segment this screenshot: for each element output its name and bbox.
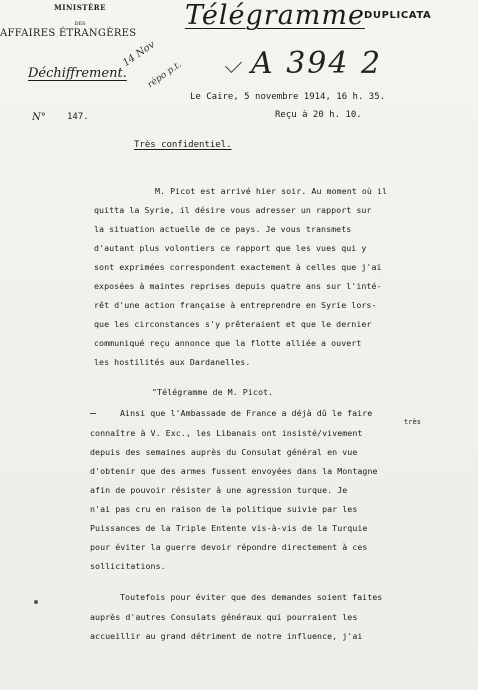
document-title: Télégramme [185, 0, 365, 31]
body-line: sont exprimées correspondent exactement à celles que j'ai [94, 262, 382, 272]
handwritten-check-icon [225, 56, 242, 73]
telegram-number: 147. [67, 112, 89, 122]
body-line: que les circonstances s'y prêteraient et que le dernier [94, 319, 372, 329]
ink-spot [34, 600, 38, 604]
body-line: d'autant plus volontiers ce rapport que les vues qui y [94, 243, 367, 253]
body-line: depuis des semaines auprès du Consulat général en vue [90, 447, 358, 457]
reference-number: A 394 2 [251, 46, 383, 81]
body-line: afin de pouvoir résister à une agression turque. Je [90, 485, 348, 495]
body-line: quitta la Syrie, il désire vous adresser un rapport sur [94, 205, 372, 215]
handwritten-date-note: 14 Nov [121, 39, 158, 70]
body-line: exposées à maintes reprises depuis quatre ans sur l'inté- [94, 281, 382, 291]
ministry-des: DES [74, 21, 86, 27]
body-line: Toutefois pour éviter que des demandes soient faites [120, 592, 383, 602]
quoted-telegram-heading: "Télégramme de M. Picot. [152, 387, 274, 397]
body-line: la situation actuelle de ce pays. Je vous transmets [94, 224, 352, 234]
body-line: rêt d'une action française à entreprendre en Syrie lors- [94, 300, 377, 310]
body-line: n'ai pas cru en raison de la politique suivie par les [90, 504, 358, 514]
classification-label: Très confidentiel. [134, 140, 232, 150]
telegram-number-label: N° [32, 112, 46, 123]
received-time: Reçu à 20 h. 10. [275, 110, 362, 120]
body-line: sollicitations. [90, 561, 166, 571]
body-line: d'obtenir que des armes fussent envoyées dans la Montagne [90, 466, 378, 476]
body-line: communiqué reçu annonce que la flotte alliée a ouvert [94, 338, 362, 348]
body-line: M. Picot est arrivé hier soir. Au moment où il [155, 186, 388, 196]
body-line: auprès d'autres Consulats généraux qui pourraient les [90, 612, 358, 622]
handwritten-reply-note: répo p.t. [146, 59, 184, 91]
ministry-affaires-etrangeres: AFFAIRES ÉTRANGÈRES [0, 28, 137, 39]
body-line: pour éviter la guerre devoir répondre directement à ces [90, 542, 368, 552]
body-line: connaître à V. Exc., les Libanais ont insisté/vivement [90, 428, 363, 438]
ministry-label: MINISTÈRE [54, 3, 106, 12]
duplicata-stamp: DUPLICATA [364, 10, 432, 21]
body-line: Puissances de la Triple Entente vis-à-vis de la Turquie [90, 523, 368, 533]
dateline: Le Caire, 5 novembre 1914, 16 h. 35. [190, 92, 386, 102]
body-line: les hostilités aux Dardanelles. [94, 357, 251, 367]
handwritten-insertion: très [404, 418, 422, 426]
body-line: Ainsi que l'Ambassade de France a déjà dû le faire [120, 408, 373, 418]
dechiffrement-label: Déchiffrement. [28, 66, 127, 81]
body-line: accueillir au grand détriment de notre influence, j'ai [90, 631, 363, 641]
margin-mark [90, 413, 96, 414]
